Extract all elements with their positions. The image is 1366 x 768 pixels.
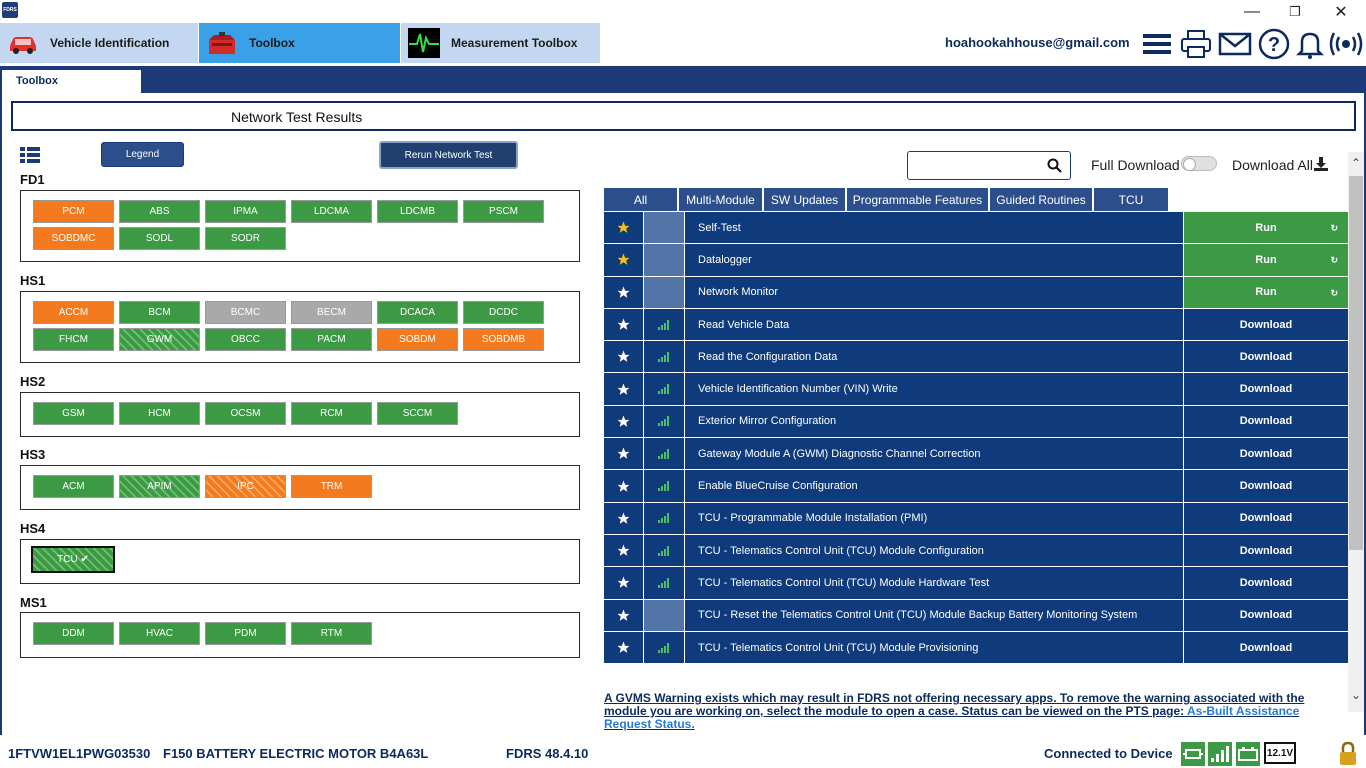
signal-cell xyxy=(644,600,685,631)
star-icon[interactable] xyxy=(604,212,644,243)
signal-icon xyxy=(644,535,685,566)
group-label-hs1: HS1 xyxy=(20,273,46,288)
module-button[interactable]: OCSM xyxy=(205,402,286,425)
tab-toolbox[interactable] xyxy=(199,23,400,63)
app-name: Enable BlueCruise Configuration xyxy=(698,480,858,493)
action-label: Download xyxy=(1239,480,1293,493)
maximize-button[interactable]: ❐ xyxy=(1289,3,1301,19)
tab-measurement-toolbox[interactable] xyxy=(401,23,600,63)
module-button[interactable]: SODR xyxy=(205,227,286,250)
app-name: TCU - Reset the Telematics Control Unit (TCU) Module Backup Battery Monitoring System xyxy=(698,609,1138,622)
module-button[interactable]: RTM xyxy=(291,622,372,645)
signal-icon xyxy=(644,341,685,372)
run-button[interactable] xyxy=(1183,244,1348,275)
app-name: Datalogger xyxy=(698,253,752,266)
svg-text:?: ? xyxy=(1267,34,1281,56)
module-button[interactable]: RCM xyxy=(291,402,372,425)
run-button[interactable] xyxy=(1183,212,1348,243)
action-label: Download xyxy=(1239,318,1293,331)
tab-label: Vehicle Identification xyxy=(50,36,170,50)
module-button[interactable]: BECM xyxy=(291,301,372,324)
module-button[interactable]: SOBDM xyxy=(377,328,458,351)
download-button[interactable] xyxy=(1183,535,1348,566)
bell-icon[interactable] xyxy=(1293,27,1327,61)
close-button[interactable]: ✕ xyxy=(1334,3,1348,21)
signal-cell xyxy=(644,212,685,243)
refresh-icon: ↻ xyxy=(1330,255,1338,266)
filter-tab[interactable]: All xyxy=(604,188,678,211)
star-icon[interactable] xyxy=(604,470,644,501)
minimize-button[interactable]: — xyxy=(1244,2,1260,20)
subtab-strip xyxy=(0,66,1366,93)
module-button[interactable]: PSCM xyxy=(463,200,544,223)
app-name: TCU - Telematics Control Unit (TCU) Module Hardware Test xyxy=(698,576,990,589)
tab-toolbox-sub[interactable]: Toolbox xyxy=(2,70,141,94)
action-label: Download xyxy=(1239,447,1293,460)
print-icon[interactable] xyxy=(1179,27,1213,61)
action-label: Download xyxy=(1239,609,1293,622)
run-button[interactable] xyxy=(1183,277,1348,308)
module-button[interactable]: GSM xyxy=(33,402,114,425)
app-name: TCU - Telematics Control Unit (TCU) Module Provisioning xyxy=(698,641,979,654)
star-icon[interactable] xyxy=(604,373,644,404)
filter-tab[interactable]: Programmable Features xyxy=(847,188,989,211)
app-row[interactable] xyxy=(604,244,1348,276)
module-button[interactable]: ACM xyxy=(33,475,114,498)
legend-button[interactable]: Legend xyxy=(101,142,184,167)
app-row[interactable] xyxy=(604,373,1348,405)
vin-text: 1FTVW1EL1PWG03530 xyxy=(8,746,151,761)
star-icon[interactable] xyxy=(604,632,644,663)
download-button[interactable] xyxy=(1183,503,1348,534)
menu-icon[interactable] xyxy=(1140,27,1174,61)
module-button[interactable]: DCDC xyxy=(463,301,544,324)
action-label: Download xyxy=(1239,576,1293,589)
app-row[interactable] xyxy=(604,503,1348,535)
action-label: Download xyxy=(1239,415,1293,428)
app-row[interactable] xyxy=(604,600,1348,632)
download-icon[interactable] xyxy=(1313,156,1329,172)
as-built-status-link[interactable]: As-Built Assistance Request Status. xyxy=(604,704,1300,731)
lock-icon[interactable] xyxy=(1336,742,1360,766)
app-name: TCU - Telematics Control Unit (TCU) Module Configuration xyxy=(698,544,984,557)
rerun-network-test-button[interactable]: Rerun Network Test xyxy=(379,141,518,169)
app-row[interactable] xyxy=(604,567,1348,599)
action-label: Download xyxy=(1239,641,1293,654)
group-label-ms1: MS1 xyxy=(20,595,47,610)
module-button[interactable]: BCM xyxy=(119,301,200,324)
download-button[interactable] xyxy=(1183,632,1348,663)
download-button[interactable] xyxy=(1183,438,1348,469)
module-button[interactable]: IPMA xyxy=(205,200,286,223)
app-row[interactable] xyxy=(604,277,1348,309)
signal-cell xyxy=(644,277,685,308)
star-icon[interactable] xyxy=(604,309,644,340)
scrollbar-thumb[interactable] xyxy=(1349,176,1363,550)
download-button[interactable] xyxy=(1183,470,1348,501)
filter-tab[interactable]: TCU xyxy=(1094,188,1169,211)
app-name: Read Vehicle Data xyxy=(698,318,790,331)
module-button[interactable]: PDM xyxy=(205,622,286,645)
group-label-hs3: HS3 xyxy=(20,447,46,462)
module-button[interactable]: HVAC xyxy=(119,622,200,645)
module-button[interactable]: TCU ✔ xyxy=(31,546,115,573)
star-icon[interactable] xyxy=(604,503,644,534)
mail-icon[interactable] xyxy=(1218,27,1252,61)
module-button[interactable]: LDCMA xyxy=(291,200,372,223)
signal-icon xyxy=(644,406,685,437)
app-row[interactable] xyxy=(604,341,1348,373)
module-button[interactable]: BCMC xyxy=(205,301,286,324)
action-label: Run xyxy=(1255,253,1277,266)
list-view-icon[interactable] xyxy=(20,147,40,164)
star-icon[interactable] xyxy=(604,438,644,469)
oscilloscope-icon xyxy=(407,28,441,58)
broadcast-icon[interactable] xyxy=(1329,27,1363,61)
module-button[interactable]: SOBDMB xyxy=(463,328,544,351)
action-label: Download xyxy=(1239,383,1293,396)
star-icon[interactable] xyxy=(604,600,644,631)
full-download-label: Full Download xyxy=(1091,157,1180,173)
download-button[interactable] xyxy=(1183,373,1348,404)
app-logo: FDRS xyxy=(2,2,18,18)
signal-icon xyxy=(644,373,685,404)
app-name: TCU - Programmable Module Installation (PMI) xyxy=(698,512,928,525)
module-button[interactable]: PACM xyxy=(291,328,372,351)
app-row[interactable] xyxy=(604,632,1348,664)
module-button[interactable]: PCM xyxy=(33,200,114,223)
download-all-button[interactable]: Download All xyxy=(1232,157,1313,173)
star-icon[interactable] xyxy=(604,535,644,566)
tab-label: Toolbox xyxy=(249,36,295,50)
module-button[interactable]: SODL xyxy=(119,227,200,250)
tab-vehicle-identification[interactable] xyxy=(0,23,198,63)
vehicle-text: F150 BATTERY ELECTRIC MOTOR B4A63L xyxy=(163,746,429,761)
search-icon xyxy=(1047,158,1062,173)
star-icon[interactable] xyxy=(604,244,644,275)
group-label-fd1: FD1 xyxy=(20,172,45,187)
action-label: Download xyxy=(1239,512,1293,525)
download-button[interactable] xyxy=(1183,309,1348,340)
app-row[interactable] xyxy=(604,438,1348,470)
app-name: Self-Test xyxy=(698,221,741,234)
connection-text: Connected to Device xyxy=(1044,746,1173,761)
filter-tab[interactable]: Multi-Module xyxy=(679,188,763,211)
voltage-readout: 12.1V xyxy=(1264,742,1296,764)
module-button[interactable]: GWM xyxy=(119,328,200,351)
signal-icon xyxy=(644,470,685,501)
module-button[interactable]: LDCMB xyxy=(377,200,458,223)
app-row[interactable] xyxy=(604,470,1348,502)
module-button[interactable]: ABS xyxy=(119,200,200,223)
star-icon[interactable] xyxy=(604,277,644,308)
app-row[interactable] xyxy=(604,309,1348,341)
download-button[interactable] xyxy=(1183,406,1348,437)
module-button[interactable]: FHCM xyxy=(33,328,114,351)
download-button[interactable] xyxy=(1183,341,1348,372)
app-name: Network Monitor xyxy=(698,286,779,299)
app-row[interactable] xyxy=(604,535,1348,567)
module-button[interactable]: DDM xyxy=(33,622,114,645)
user-email: hoahookahhouse@gmail.com xyxy=(945,35,1130,50)
signal-icon xyxy=(644,567,685,598)
refresh-icon: ↻ xyxy=(1330,287,1338,298)
scroll-up-icon[interactable]: ⌃ xyxy=(1350,156,1362,170)
filter-tab[interactable]: Guided Routines xyxy=(990,188,1093,211)
action-label: Run xyxy=(1255,221,1277,234)
app-list xyxy=(604,212,1348,664)
filter-tab[interactable]: SW Updates xyxy=(764,188,846,211)
warning-text: A GVMS Warning exists which may result in FDRS not offering necessary apps. To remove the warning associated with the module you are working on, select the module to open a case. Status can be viewed on the PTS page: xyxy=(604,691,1305,718)
signal-icon xyxy=(644,438,685,469)
status-bar xyxy=(0,737,1366,768)
group-label-hs4: HS4 xyxy=(20,521,46,536)
module-button[interactable]: OBCC xyxy=(205,328,286,351)
module-button[interactable]: SOBDMC xyxy=(33,227,114,250)
help-icon[interactable] xyxy=(1257,27,1291,61)
module-button[interactable]: DCACA xyxy=(377,301,458,324)
download-button[interactable] xyxy=(1183,567,1348,598)
signal-icon xyxy=(644,309,685,340)
action-label: Download xyxy=(1239,544,1293,557)
results-header xyxy=(11,101,1356,131)
star-icon[interactable] xyxy=(604,567,644,598)
module-button[interactable]: ACCM xyxy=(33,301,114,324)
device-icon xyxy=(1181,742,1205,766)
action-label: Download xyxy=(1239,350,1293,363)
battery-icon xyxy=(1236,742,1260,766)
star-icon[interactable] xyxy=(604,341,644,372)
car-icon xyxy=(6,28,40,58)
module-button[interactable]: APIM xyxy=(119,475,200,498)
download-button[interactable] xyxy=(1183,600,1348,631)
module-button[interactable]: IPC xyxy=(205,475,286,498)
refresh-icon: ↻ xyxy=(1330,223,1338,233)
module-button[interactable]: HCM xyxy=(119,402,200,425)
scroll-down-icon[interactable]: ⌄ xyxy=(1350,688,1362,702)
action-label: Run xyxy=(1255,286,1277,299)
full-download-toggle[interactable] xyxy=(1181,156,1217,171)
app-name: Gateway Module A (GWM) Diagnostic Channel Correction xyxy=(698,447,981,460)
app-row[interactable] xyxy=(604,406,1348,438)
tab-label: Measurement Toolbox xyxy=(451,36,578,50)
signal-icon xyxy=(1208,742,1232,766)
toolbox-icon xyxy=(205,28,239,58)
app-row[interactable] xyxy=(604,212,1348,244)
star-icon[interactable] xyxy=(604,406,644,437)
module-button[interactable]: TRM xyxy=(291,475,372,498)
group-label-hs2: HS2 xyxy=(20,374,46,389)
app-name: Read the Configuration Data xyxy=(698,350,838,363)
title-bar xyxy=(0,0,1366,23)
signal-cell xyxy=(644,244,685,275)
app-name: Exterior Mirror Configuration xyxy=(698,415,837,428)
search-input[interactable] xyxy=(907,151,1071,180)
version-text: FDRS 48.4.10 xyxy=(506,746,589,761)
results-title: Network Test Results xyxy=(231,109,363,125)
app-name: Vehicle Identification Number (VIN) Write xyxy=(698,383,898,396)
signal-icon xyxy=(644,632,685,663)
gvms-warning[interactable] xyxy=(604,691,1344,731)
module-button[interactable]: SCCM xyxy=(377,402,458,425)
signal-icon xyxy=(644,503,685,534)
